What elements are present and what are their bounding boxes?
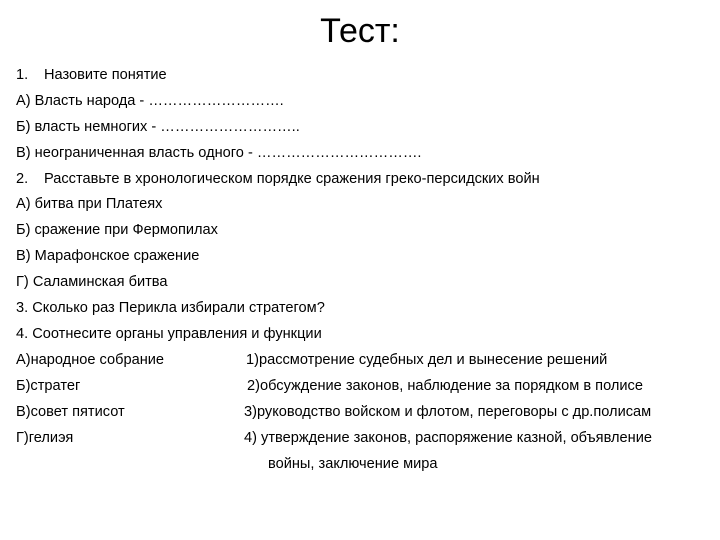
page-title: Тест: xyxy=(320,12,400,50)
question-1-number: 1. xyxy=(16,67,29,83)
question-2-item-b: Б) сражение при Фермопилах xyxy=(16,222,218,238)
question-1 xyxy=(16,66,167,84)
question-1-text: Назовите понятие xyxy=(44,67,167,83)
question-1-item-a: А) Власть народа - ………………………. xyxy=(16,93,284,109)
question-4-right-3: 3)руководство войском и флотом, переговоры с др.полисам xyxy=(244,404,652,420)
question-4-left-a: А)народное собрание xyxy=(16,352,165,368)
question-3: 3. Сколько раз Перикла избирали стратегом? xyxy=(16,300,325,316)
question-2-number: 2. xyxy=(16,171,29,187)
question-4-left-d: Г)гелиэя xyxy=(16,430,74,446)
question-1-item-b: Б) власть немногих - ……………………….. xyxy=(16,119,300,135)
question-4-left-b: Б)стратег xyxy=(16,378,81,394)
question-2-item-d: Г) Саламинская битва xyxy=(16,274,168,290)
question-1-item-c: В) неограниченная власть одного - ……………………………. xyxy=(16,145,422,161)
question-2 xyxy=(16,170,540,188)
question-4-right-2: 2)обсуждение законов, наблюдение за порядком в полисе xyxy=(247,378,643,394)
question-2-item-a: А) битва при Платеях xyxy=(16,196,163,212)
question-4-left-c: В)совет пятисот xyxy=(16,404,125,420)
question-2-item-c: В) Марафонское сражение xyxy=(16,248,200,264)
question-2-text: Расставьте в хронологическом порядке сражения греко-персидских войн xyxy=(44,171,540,187)
question-4-right-4-continuation: войны, заключение мира xyxy=(268,456,438,472)
question-4: 4. Соотнесите органы управления и функции xyxy=(16,326,322,342)
question-4-right-4: 4) утверждение законов, распоряжение казной, объявление xyxy=(244,430,652,446)
question-4-right-1: 1)рассмотрение судебных дел и вынесение решений xyxy=(246,352,608,368)
